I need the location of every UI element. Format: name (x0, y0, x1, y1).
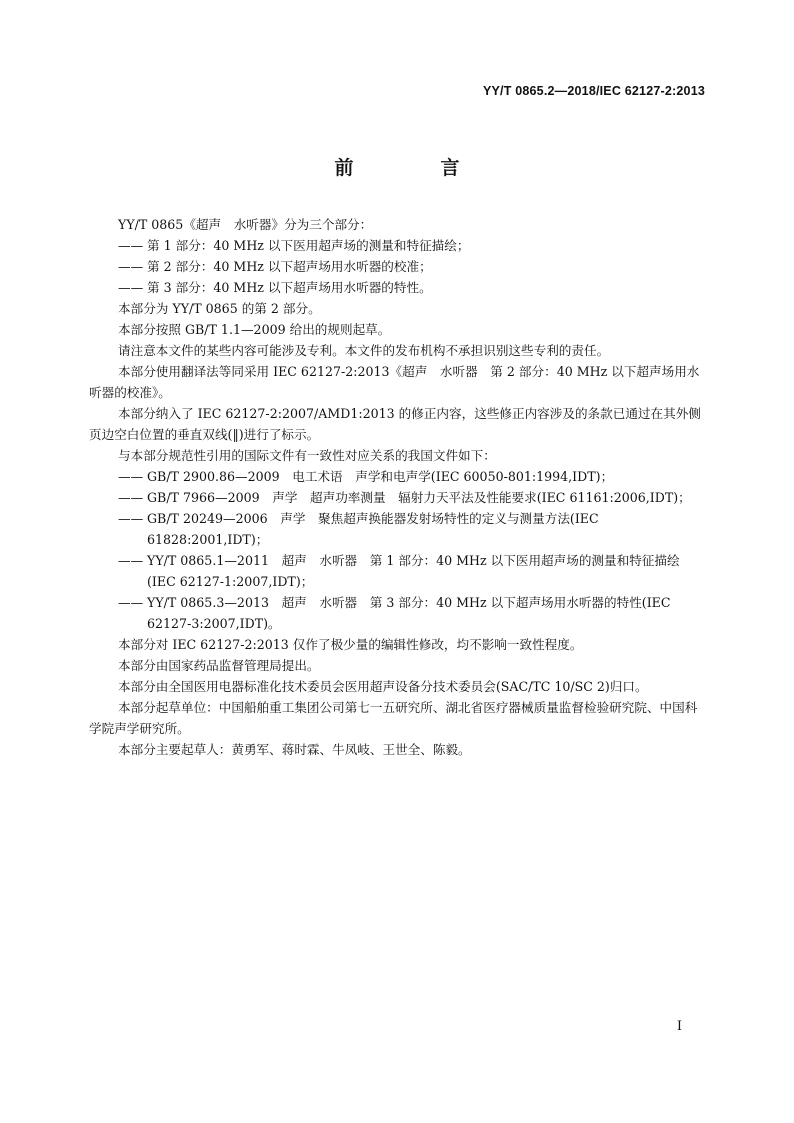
page-number: I (676, 1019, 682, 1034)
page-title: 前 言 (334, 157, 494, 179)
list-item: —— YY/T 0865.1—2011 超声 水听器 第 1 部分：40 MHz 以下医用超声场的测量和特征描绘(IEC 62127-1:2007,IDT)； (118, 553, 680, 589)
paragraph: 本部分主要起草人：黄勇军、蒋时霖、牛凤岐、王世全、陈毅。 (118, 742, 471, 757)
paragraph: YY/T 0865《超声 水听器》分为三个部分： (118, 217, 373, 232)
paragraph: 与本部分规范性引用的国际文件有一致性对应关系的我国文件如下： (118, 448, 496, 463)
paragraph: 请注意本文件的某些内容可能涉及专利。本文件的发布机构不承担识别这些专利的责任。 (118, 343, 610, 358)
paragraph: 本部分起草单位：中国船舶重工集团公司第七一五研究所、湖北省医疗器械质量监督检验研究院、中国科学院声学研究所。 (89, 700, 698, 736)
paragraph: 本部分纳入了 IEC 62127-2:2007/AMD1:2013 的修正内容，这些修正内容涉及的条款已通过在其外侧页边空白位置的垂直双线(‖)进行了标示。 (89, 406, 701, 442)
paragraph: 本部分由全国医用电器标准化技术委员会医用超声设备分技术委员会(SAC/TC 10/SC 2)归口。 (118, 679, 648, 694)
paragraph: 本部分使用翻译法等同采用 IEC 62127-2:2013《超声 水听器 第 2 部分：40 MHz 以下超声场用水听器的校准》。 (89, 364, 700, 400)
list-item: —— 第 1 部分：40 MHz 以下医用超声场的测量和特征描绘； (118, 238, 470, 253)
list-item: —— GB/T 2900.86—2009 电工术语 声学和电声学(IEC 60050-801:1994,IDT)； (118, 469, 614, 484)
list-item: —— 第 3 部分：40 MHz 以下超声场用水听器的特性。 (118, 280, 432, 295)
paragraph: 本部分由国家药品监督管理局提出。 (118, 658, 320, 673)
standard-code: YY/T 0865.2—2018/IEC 62127-2:2013 (482, 84, 705, 98)
list-item: —— GB/T 20249—2006 声学 聚焦超声换能器发射场特性的定义与测量方法(IEC 61828:2001,IDT)； (118, 511, 599, 547)
list-item: —— YY/T 0865.3—2013 超声 水听器 第 3 部分：40 MHz 以下超声场用水听器的特性(IEC 62127-3:2007,IDT)。 (118, 595, 671, 631)
list-item: —— GB/T 7966—2009 声学 超声功率测量 辐射力天平法及性能要求(IEC 61161:2006,IDT)； (118, 490, 691, 505)
paragraph: 本部分为 YY/T 0865 的第 2 部分。 (118, 301, 321, 316)
list-item: —— 第 2 部分：40 MHz 以下超声场用水听器的校准； (118, 259, 432, 274)
paragraph: 本部分对 IEC 62127-2:2013 仅作了极少量的编辑性修改，均不影响一致性程度。 (118, 637, 583, 652)
document-body (89, 214, 705, 760)
paragraph: 本部分按照 GB/T 1.1—2009 给出的规则起草。 (118, 322, 391, 337)
